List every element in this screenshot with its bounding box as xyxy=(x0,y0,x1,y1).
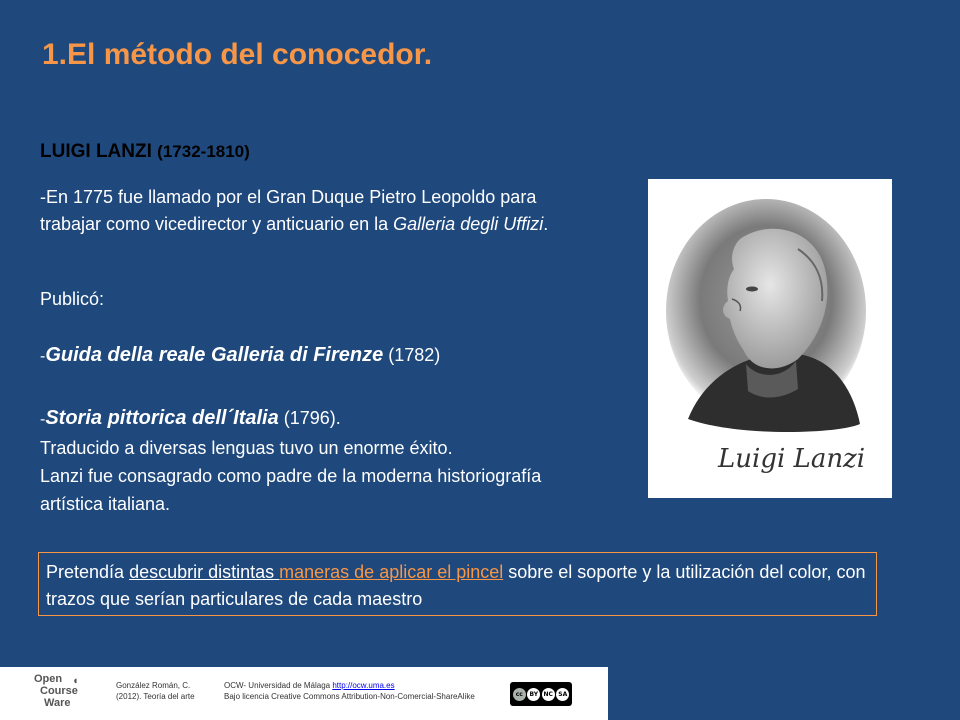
book-entry-2 xyxy=(40,404,580,518)
book1-year: (1782) xyxy=(383,345,441,365)
portrait-engraving xyxy=(648,179,892,498)
footer-bar xyxy=(0,667,608,720)
callout-text-2: sobre el soporte y la utilización del color, con trazos que serían particulares de cada maestro xyxy=(46,562,866,609)
author-name: González Román, C. xyxy=(116,681,191,690)
para1-text-end: . xyxy=(543,214,549,234)
license-text: Bajo licencia Creative Commons Attribution-Non-Comercial-ShareAlike xyxy=(224,692,475,701)
gallery-name: Galleria degli Uffizi xyxy=(393,214,544,234)
slide-title: 1.El método del conocedor. xyxy=(42,38,433,71)
ocw-logo xyxy=(32,673,102,717)
person-heading xyxy=(40,141,250,163)
footer-university xyxy=(224,680,475,702)
cc-nc-icon: NC xyxy=(542,688,555,701)
published-label: Publicó: xyxy=(40,289,105,309)
portrait-image xyxy=(648,179,892,498)
person-years: (1732-1810) xyxy=(157,142,250,161)
book1-dash: - xyxy=(40,348,46,365)
callout-text-1: Pretendía xyxy=(46,562,130,582)
university-link[interactable]: http://ocw.uma.es xyxy=(332,681,395,690)
person-name: LUIGI LANZI xyxy=(40,141,152,162)
ocw-logo-icon: ◖ xyxy=(72,675,79,687)
para1-text-start: -En 1775 fue llamado por el Gran Duque Pietro Leopoldo para trabajar como vicedirector y anticuario en la xyxy=(40,187,537,234)
cc-sa-icon: SA xyxy=(556,688,569,701)
book1-title: Guida della reale Galleria di Firenze xyxy=(45,344,384,366)
book2-dash: - xyxy=(40,411,46,428)
book2-title: Storia pittorica dell´Italia xyxy=(45,407,279,429)
biography-paragraph xyxy=(40,184,560,238)
portrait-signature: Luigi Lanzi xyxy=(718,444,866,474)
ocw-logo-line1: Open xyxy=(34,673,63,685)
author-work: (2012). Teoría del arte xyxy=(116,692,195,701)
cc-icon: cc xyxy=(513,688,526,701)
cc-by-icon: BY xyxy=(527,688,540,701)
book2-legacy-note: Lanzi fue consagrado como padre de la moderna historiografía artística italiana. xyxy=(40,466,542,514)
callout-highlight-link[interactable]: maneras de aplicar el pincel xyxy=(279,562,504,582)
callout-underlined-text: descubrir distintas xyxy=(129,562,280,582)
callout-box xyxy=(38,552,877,616)
book2-translation-note: Traducido a diversas lenguas tuvo un enorme éxito. xyxy=(40,438,453,458)
footer-author xyxy=(116,680,195,702)
ocw-logo-line3: Ware xyxy=(44,697,71,709)
book-entry-1 xyxy=(40,344,440,367)
university-name: OCW- Universidad de Málaga xyxy=(224,681,333,690)
book2-year: (1796). xyxy=(278,408,341,428)
cc-license-badge[interactable] xyxy=(510,682,572,706)
ocw-logo-line2: Course xyxy=(40,685,78,697)
